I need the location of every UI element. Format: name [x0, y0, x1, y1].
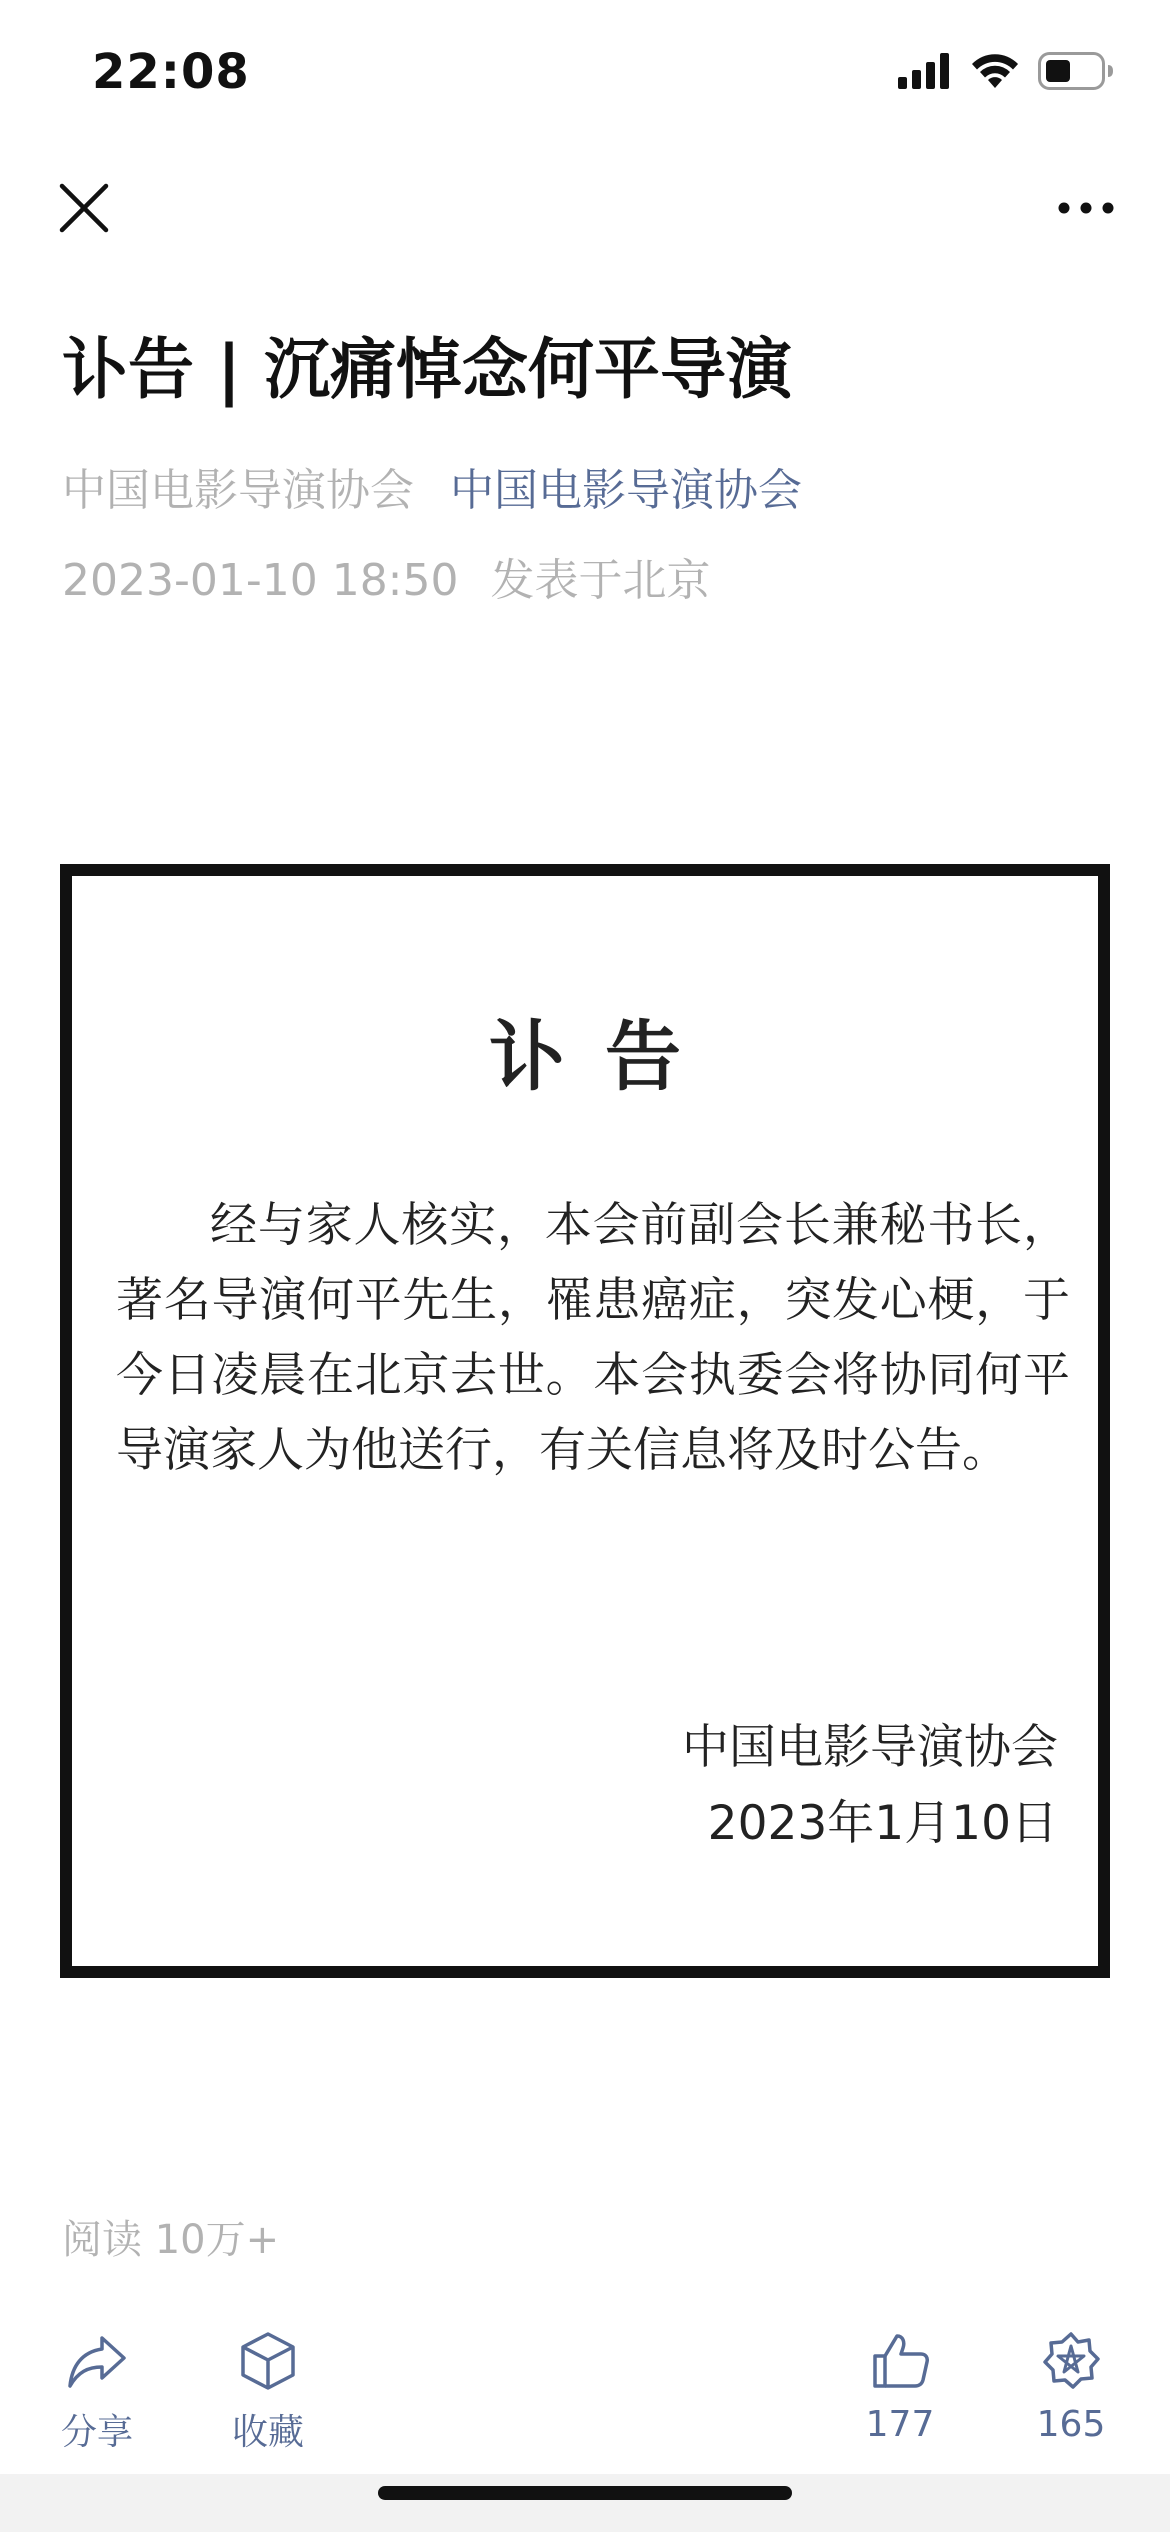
share-button[interactable]: [32, 2330, 162, 2455]
notice-heading: 讣告: [489, 1012, 721, 1101]
account-name-link[interactable]: 中国电影导演协会: [450, 465, 802, 516]
home-indicator-area: [0, 2474, 1170, 2532]
article-meta-time: [62, 552, 711, 609]
wow-button[interactable]: [1006, 2330, 1136, 2445]
bottom-toolbar: [0, 2320, 1170, 2460]
article-title: 讣告 | 沉痛悼念何平导演: [62, 331, 793, 408]
wifi-icon: [970, 52, 1020, 90]
notice-signature: [682, 1710, 1058, 1862]
notice-body: 经与家人核实，本会前副会长兼秘书长，著名导演何平先生，罹患癌症，突发心梗，于今日凌晨在北京去世。本会执委会将协同何平导演家人为他送行，有关信息将及时公告。: [116, 1198, 1070, 1478]
status-bar: [0, 0, 1170, 140]
cellular-signal-icon: [898, 53, 952, 89]
favorite-label: 收藏: [231, 2412, 304, 2453]
publish-location: 发表于北京: [490, 555, 711, 606]
favorite-button[interactable]: [203, 2330, 333, 2455]
status-time: 22:08: [92, 44, 250, 100]
nav-bar: [0, 160, 1170, 250]
read-count: 阅读 10万+: [62, 2217, 280, 2263]
thumbs-up-icon: [869, 2330, 931, 2392]
battery-icon: [1038, 52, 1114, 90]
more-icon: [1056, 182, 1116, 234]
home-indicator[interactable]: [378, 2486, 792, 2500]
article-meta-source: [62, 462, 802, 519]
like-count: 177: [865, 2404, 935, 2445]
wow-count: 165: [1036, 2404, 1106, 2445]
status-icons: [898, 52, 1114, 90]
like-button[interactable]: [835, 2330, 965, 2445]
share-icon: [66, 2330, 128, 2392]
publish-datetime: 2023-01-10 18:50: [62, 555, 459, 606]
close-icon: [56, 180, 112, 236]
wow-icon: [1040, 2330, 1102, 2392]
notice-signature-date: 2023年1月10日: [707, 1796, 1058, 1851]
article-author: 中国电影导演协会: [62, 465, 414, 516]
share-label: 分享: [60, 2412, 133, 2453]
obituary-notice-image[interactable]: [60, 864, 1110, 1978]
favorite-icon: [237, 2330, 299, 2392]
more-button[interactable]: [1056, 182, 1116, 234]
notice-signature-org: 中国电影导演协会: [682, 1720, 1058, 1775]
close-button[interactable]: [56, 180, 112, 236]
